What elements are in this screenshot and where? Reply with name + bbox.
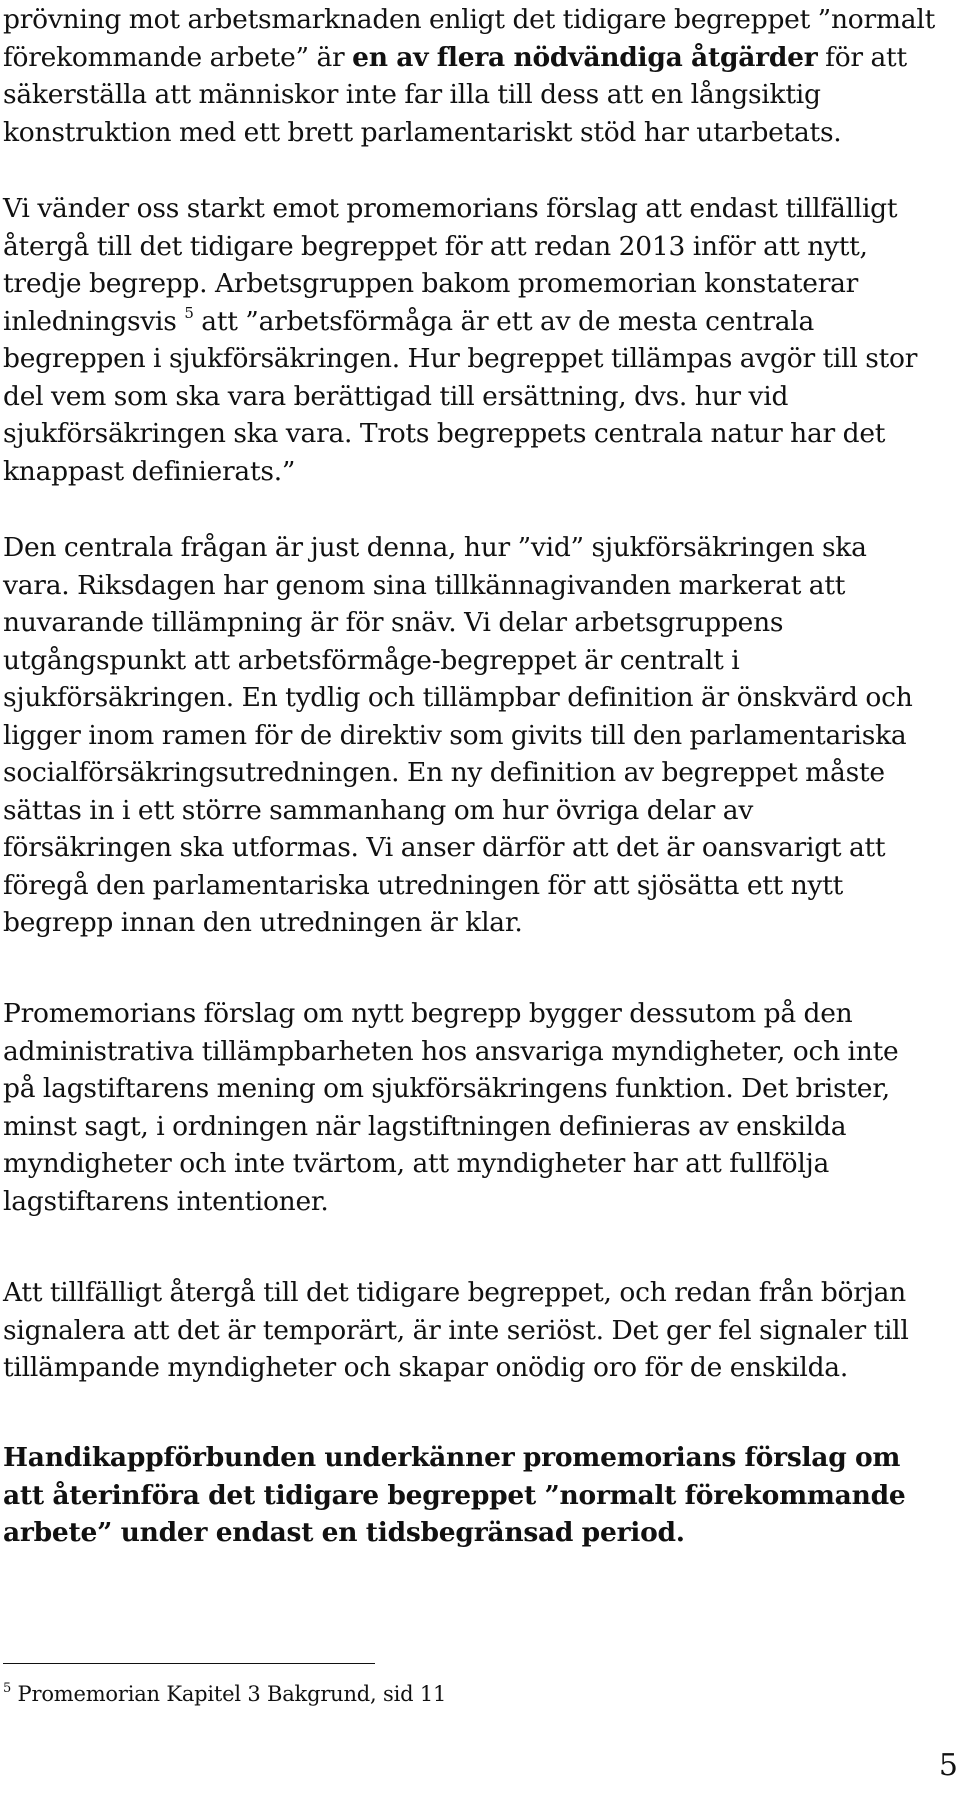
paragraph-1-text-a: prövning mot arbetsmarknaden enligt det tidigare begreppet ”normalt förekommande arbete” är: [3, 4, 935, 73]
footnote-text: Promemorian Kapitel 3 Bakgrund, sid 11: [11, 1682, 447, 1706]
paragraph-2: [3, 190, 923, 490]
paragraph-4: Promemorians förslag om nytt begrepp bygger dessutom på den administrativa tillämpbarheten hos ansvariga myndigheter, och inte på lagstiftarens mening om sjukförsäkringens funktion. Det brister, minst sagt, i ordningen när lagstiftningen definieras av enskilda myndigheter och inte tvärtom, att myndigheter har att fullfölja lagstiftarens intentioner.: [3, 998, 899, 1217]
paragraph-1-bold-text: en av flera nödvändiga åtgärder: [352, 41, 818, 73]
footnote-divider: [3, 1663, 375, 1664]
footnote-number: 5: [3, 1681, 12, 1696]
paragraph-3: Den centrala frågan är just denna, hur ”vid” sjukförsäkringen ska vara. Riksdagen har genom sina tillkännagivanden markerat att nuvarande tillämpning är för snäv. Vi delar arbetsgruppens utgångspunkt att arbetsförmåge-begreppet är centralt i sjukförsäkringen. En tydlig och tillämpbar definition är önskvärd och ligger inom ramen för de direktiv som givits till den parlamentariska socialförsäkringsutredningen. En ny definition av begreppet måste sättas in i ett större sammanhang om hur övriga delar av försäkringen ska utformas. Vi anser därför att det är oansvarigt att föregå den parlamentariska utredningen för att sjösätta ett nytt begrepp innan den utredningen är klar.: [3, 532, 913, 938]
page-number: 5: [938, 1748, 958, 1783]
paragraph-5: Att tillfälligt återgå till det tidigare begreppet, och redan från början signalera att det är temporärt, är inte seriöst. Det ger fel signaler till tillämpande myndigheter och skapar onödig oro för de enskilda.: [3, 1277, 909, 1383]
conclusion-paragraph: Handikappförbunden underkänner promemorians förslag om att återinföra det tidigare begreppet ”normalt förekommande arbete” under endast en tidsbegränsad period.: [3, 1442, 906, 1548]
paragraph-2-text-b: att ”arbetsförmåga är ett av de mesta centrala begreppen i sjukförsäkringen. Hur begreppet tillämpas avgör till stor del vem som ska vara berättigad till ersättning, dvs. hur vid sjukförsäkringen ska vara. Trots begreppets centrala natur har det knappast definierats.”: [3, 305, 918, 487]
paragraph-1-text-b: för att säkerställa att människor inte far illa till dess att en långsiktig konstruktion med ett brett parlamentariskt stöd har utarbetats.: [3, 41, 907, 148]
footnote-reference: 5: [184, 303, 194, 322]
paragraph-2-text-a: Vi vänder oss starkt emot promemorians förslag att endast tillfälligt återgå till det tidigare begreppet för att redan 2013 inför att nytt, tredje begrepp. Arbetsgruppen bakom promemorian konstaterar inledningsvis: [3, 193, 898, 337]
footnote: [3, 1680, 446, 1708]
paragraph-1: [3, 1, 943, 151]
